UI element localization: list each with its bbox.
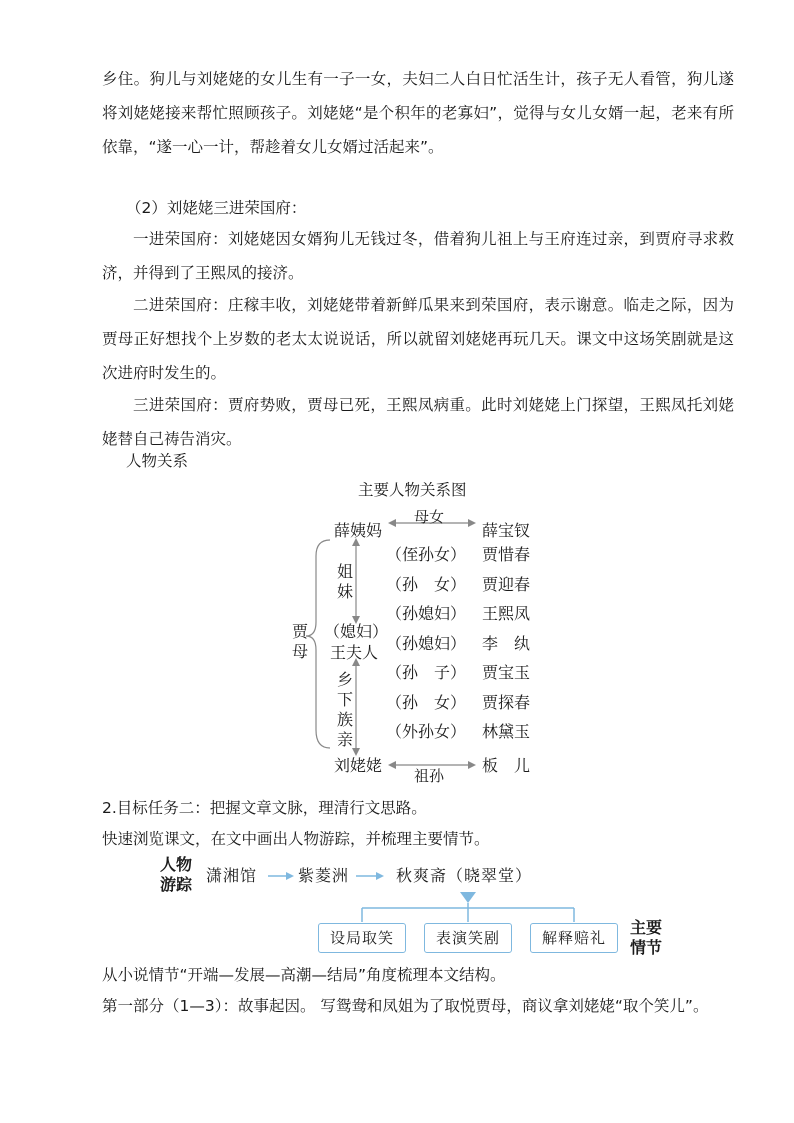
row-relation: （外孙女） <box>386 722 467 741</box>
row-person: 贾迎春 <box>482 575 531 594</box>
row-person: 林黛玉 <box>482 722 531 741</box>
relation-mother-daughter: 母女 <box>414 508 445 526</box>
place-ziling-zhou: 紫菱洲 <box>298 866 350 885</box>
row-relation: （孙媳妇） <box>386 604 467 623</box>
row-person: 李 纨 <box>482 634 531 653</box>
row-relation: （孙 女） <box>386 575 467 594</box>
node-xue-baochai: 薛宝钗 <box>482 521 531 540</box>
row-relation: （侄孙女） <box>386 545 467 564</box>
row-person: 贾宝玉 <box>482 663 531 682</box>
part-one: 第一部分（1—3）：故事起因。 写鸳鸯和凤姐为了取悦贾母，商议拿刘姥姥“取个笑儿”。 <box>102 997 709 1015</box>
node-wang-furen: 王夫人 <box>330 643 379 662</box>
paragraph-visit-1: 一进荣国府：刘姥姥因女婿狗儿无钱过冬，借着狗儿祖上与王府连过亲，到贾府寻求救济，并得到了王熙凤的接济。 <box>102 230 734 282</box>
place-xiaoxiang-guan: 潇湘馆 <box>206 866 258 885</box>
relation-sisters: 姐妹 <box>336 562 353 601</box>
plot-apologize: 解释赔礼 <box>530 923 618 953</box>
row-person: 贾探春 <box>482 693 531 712</box>
relation-grandparent: 祖孙 <box>414 767 445 785</box>
diagram-title: 主要人物关系图 <box>358 481 467 499</box>
row-person: 王熙凤 <box>482 604 531 623</box>
heading-three-visits: （2）刘姥姥三进荣国府： <box>126 199 307 217</box>
label-main-plot: 主要情节 <box>630 918 663 957</box>
node-liu-laolao: 刘姥姥 <box>334 756 383 775</box>
node-jiamu: 贾母 <box>291 622 308 661</box>
paragraph-visit-2: 二进荣国府：庄稼丰收，刘姥姥带着新鲜瓜果来到荣国府，表示谢意。临走之际，因为贾母正好想找个上岁数的老太太说说话，所以就留刘姥姥再玩几天。课文中这场笑剧就是这次进府时发生的。 <box>102 296 734 382</box>
row-person: 贾惜春 <box>482 545 531 564</box>
place-qiushuang-zhai: 秋爽斋（晓翠堂） <box>396 866 533 885</box>
task-two-description: 快速浏览课文，在文中画出人物游踪，并梳理主要情节。 <box>102 830 490 848</box>
row-relation: （孙媳妇） <box>386 634 467 653</box>
plot-set-up-joke: 设局取笑 <box>318 923 406 953</box>
row-relation: （孙 子） <box>386 663 467 682</box>
row-relation: （孙 女） <box>386 693 467 712</box>
structure-intro: 从小说情节“开端—发展—高潮—结局”角度梳理本文结构。 <box>102 966 506 984</box>
node-xue-yima: 薛姨妈 <box>334 521 383 540</box>
task-two-heading: 2.目标任务二：把握文章文脉，理清行文思路。 <box>102 799 427 817</box>
paragraph-visit-3: 三进荣国府：贾府势败，贾母已死，王熙凤病重。此时刘姥姥上门探望，王熙凤托刘姥姥替自己祷告消灾。 <box>102 396 734 448</box>
node-ban-er: 板 儿 <box>482 756 531 775</box>
paragraph-background: 乡住。狗儿与刘姥姥的女儿生有一子一女，夫妇二人白日忙活生计，孩子无人看管，狗儿遂将刘姥姥接来帮忙照顾孩子。刘姥姥“是个积年的老寡妇”，觉得与女儿女婿一起，老来有所依靠，“遂一心一计，帮趁着女儿女婿过活起来”。 <box>102 70 734 156</box>
relation-rural-kin: 乡下族亲 <box>336 670 353 749</box>
label-relations: 人物关系 <box>126 452 189 470</box>
relation-daughter-in-law: （媳妇） <box>324 622 389 641</box>
plot-perform-comedy: 表演笑剧 <box>424 923 512 953</box>
label-travel-route: 人物游踪 <box>160 855 193 894</box>
